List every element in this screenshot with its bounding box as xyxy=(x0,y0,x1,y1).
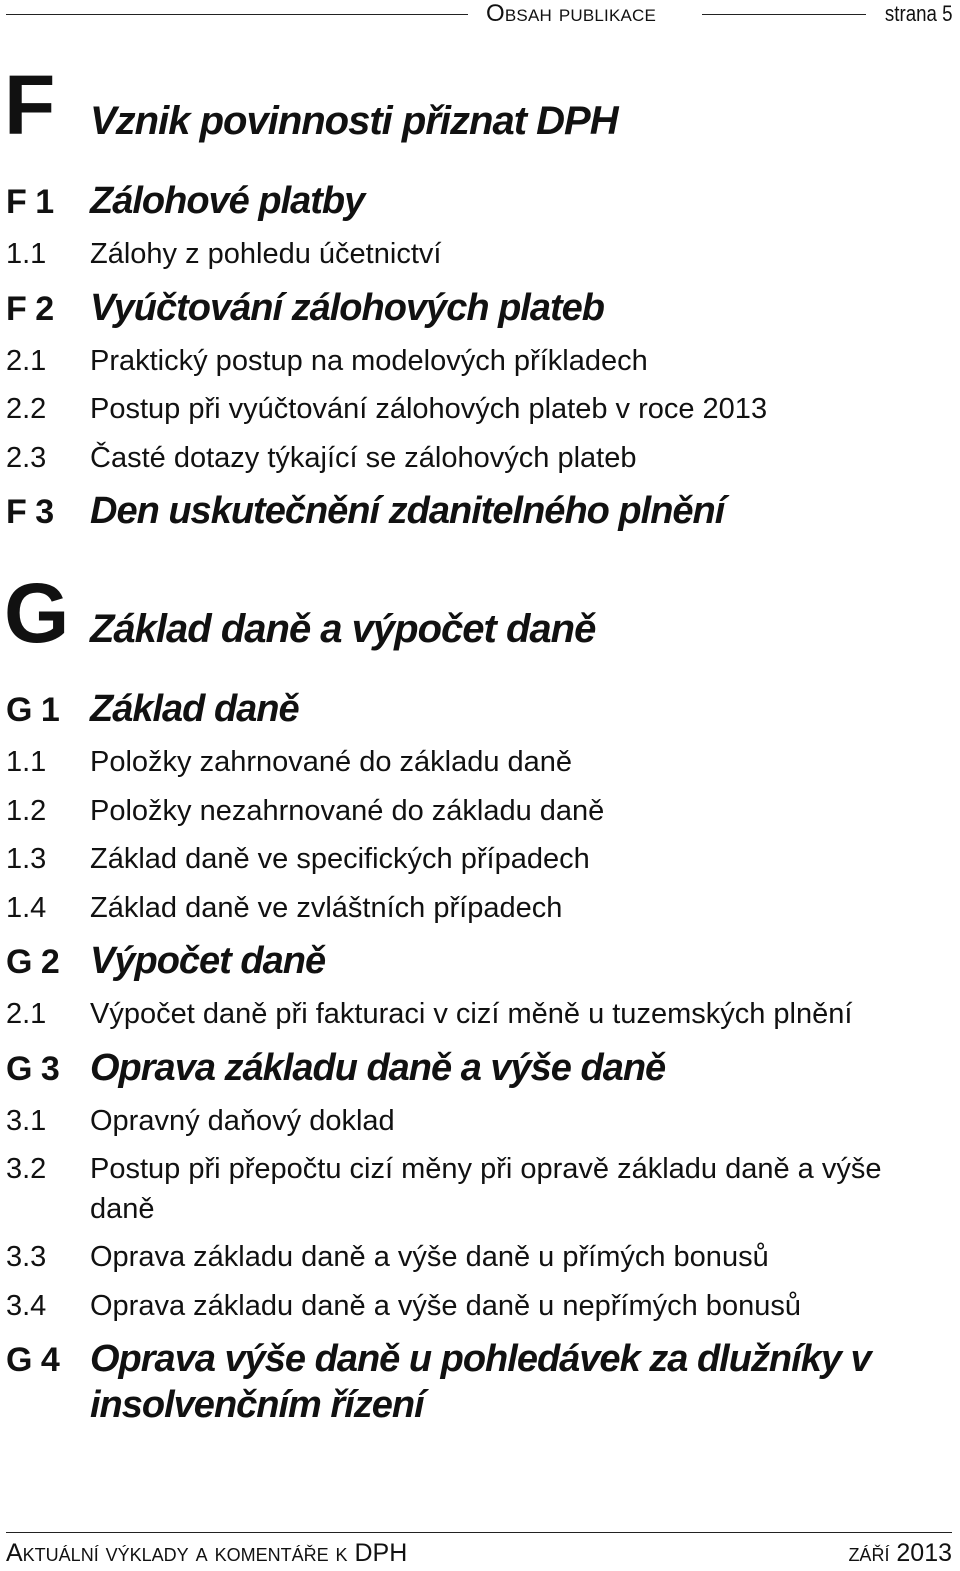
toc-chapter xyxy=(0,686,960,734)
section-number: 3.2 xyxy=(6,1153,47,1185)
section-title: Časté dotazy týkající se zálohových plateb xyxy=(90,441,637,474)
toc-section xyxy=(0,835,960,884)
section-number: 2.1 xyxy=(6,998,47,1030)
toc-section xyxy=(0,434,960,483)
header-rule-left xyxy=(6,14,468,15)
section-number: 1.1 xyxy=(6,238,47,270)
toc-chapter xyxy=(0,1045,960,1093)
section-title: Výpočet daně při fakturaci v cizí měně u tuzemských plnění xyxy=(90,998,853,1030)
section-title: Zálohy z pohledu účetnictví xyxy=(90,238,442,270)
section-number: 2.1 xyxy=(6,344,47,377)
chapter-title: Den uskutečnění zdanitelného plnění xyxy=(90,490,725,532)
footer-date: září 2013 xyxy=(848,1539,952,1567)
part-title: Vznik povinnosti přiznat DPH xyxy=(90,99,618,143)
toc-chapter xyxy=(0,178,960,226)
chapter-number: G 4 xyxy=(6,1341,60,1379)
chapter-title: Vyúčtování zálohových plateb xyxy=(90,286,605,329)
part-letter: F xyxy=(4,58,56,152)
header-title: Obsah publikace xyxy=(486,0,657,27)
toc-chapter xyxy=(0,488,960,536)
table-of-contents xyxy=(0,58,960,1432)
toc-section xyxy=(0,1233,960,1282)
section-title: Oprava základu daně a výše daně u nepřímých bonusů xyxy=(90,1289,801,1322)
toc-section xyxy=(0,230,960,279)
toc-section xyxy=(0,1282,960,1331)
toc-section xyxy=(0,787,960,836)
section-title: Postup při vyúčtování zálohových plateb v roce 2013 xyxy=(90,393,768,425)
toc-chapter xyxy=(0,938,960,986)
section-title: Základ daně ve specifických případech xyxy=(90,843,590,875)
section-number: 3.4 xyxy=(6,1289,47,1322)
toc-section xyxy=(0,385,960,434)
footer-rule xyxy=(6,1532,952,1533)
section-title: Opravný daňový doklad xyxy=(90,1104,395,1137)
section-title: Položky zahrnované do základu daně xyxy=(90,746,573,778)
part-letter: G xyxy=(4,566,70,660)
chapter-title: Oprava výše daně u pohledávek za dlužníky v insolvenčním řízení xyxy=(90,1338,871,1426)
chapter-title: Oprava základu daně a výše daně xyxy=(90,1046,666,1089)
chapter-title: Zálohové platby xyxy=(90,180,365,222)
running-footer xyxy=(0,1528,960,1571)
section-number: 2.2 xyxy=(6,393,47,425)
chapter-number: F 3 xyxy=(6,493,54,531)
chapter-number: G 1 xyxy=(6,691,60,729)
footer-publication: Aktuální výklady a komentáře k DPH xyxy=(6,1539,408,1567)
section-title: Oprava základu daně a výše daně u přímých bonusů xyxy=(90,1241,769,1273)
section-number: 3.1 xyxy=(6,1104,47,1137)
part-spacer xyxy=(0,540,960,570)
chapter-number: G 2 xyxy=(6,943,60,981)
section-title: Položky nezahrnované do základu daně xyxy=(90,794,605,827)
toc-section xyxy=(0,884,960,933)
toc-chapter xyxy=(0,285,960,333)
toc-section xyxy=(0,337,960,386)
toc-chapter xyxy=(0,1336,960,1428)
toc-part xyxy=(0,566,960,672)
chapter-number: G 3 xyxy=(6,1049,60,1088)
section-number: 1.2 xyxy=(6,794,47,827)
chapter-title: Základ daně xyxy=(90,688,299,730)
section-title: Postup při přepočtu cizí měny při opravě základu daně a výše daně xyxy=(90,1153,882,1225)
toc-part xyxy=(0,58,960,164)
header-rule-right xyxy=(702,14,866,15)
toc-section xyxy=(0,738,960,787)
section-number: 3.3 xyxy=(6,1241,47,1273)
section-number: 1.1 xyxy=(6,746,47,778)
section-number: 2.3 xyxy=(6,441,47,474)
chapter-number: F 2 xyxy=(6,289,54,328)
chapter-number: F 1 xyxy=(6,183,54,221)
toc-section xyxy=(0,990,960,1039)
toc-section xyxy=(0,1145,960,1233)
section-number: 1.4 xyxy=(6,891,47,924)
chapter-title: Výpočet daně xyxy=(90,940,326,982)
toc-section xyxy=(0,1097,960,1146)
part-title: Základ daně a výpočet daně xyxy=(90,607,596,651)
running-header xyxy=(0,0,960,30)
section-title: Praktický postup na modelových příkladech xyxy=(90,344,648,377)
header-page-label: strana 5 xyxy=(884,1,952,26)
section-title: Základ daně ve zvláštních případech xyxy=(90,891,563,924)
section-number: 1.3 xyxy=(6,843,47,875)
